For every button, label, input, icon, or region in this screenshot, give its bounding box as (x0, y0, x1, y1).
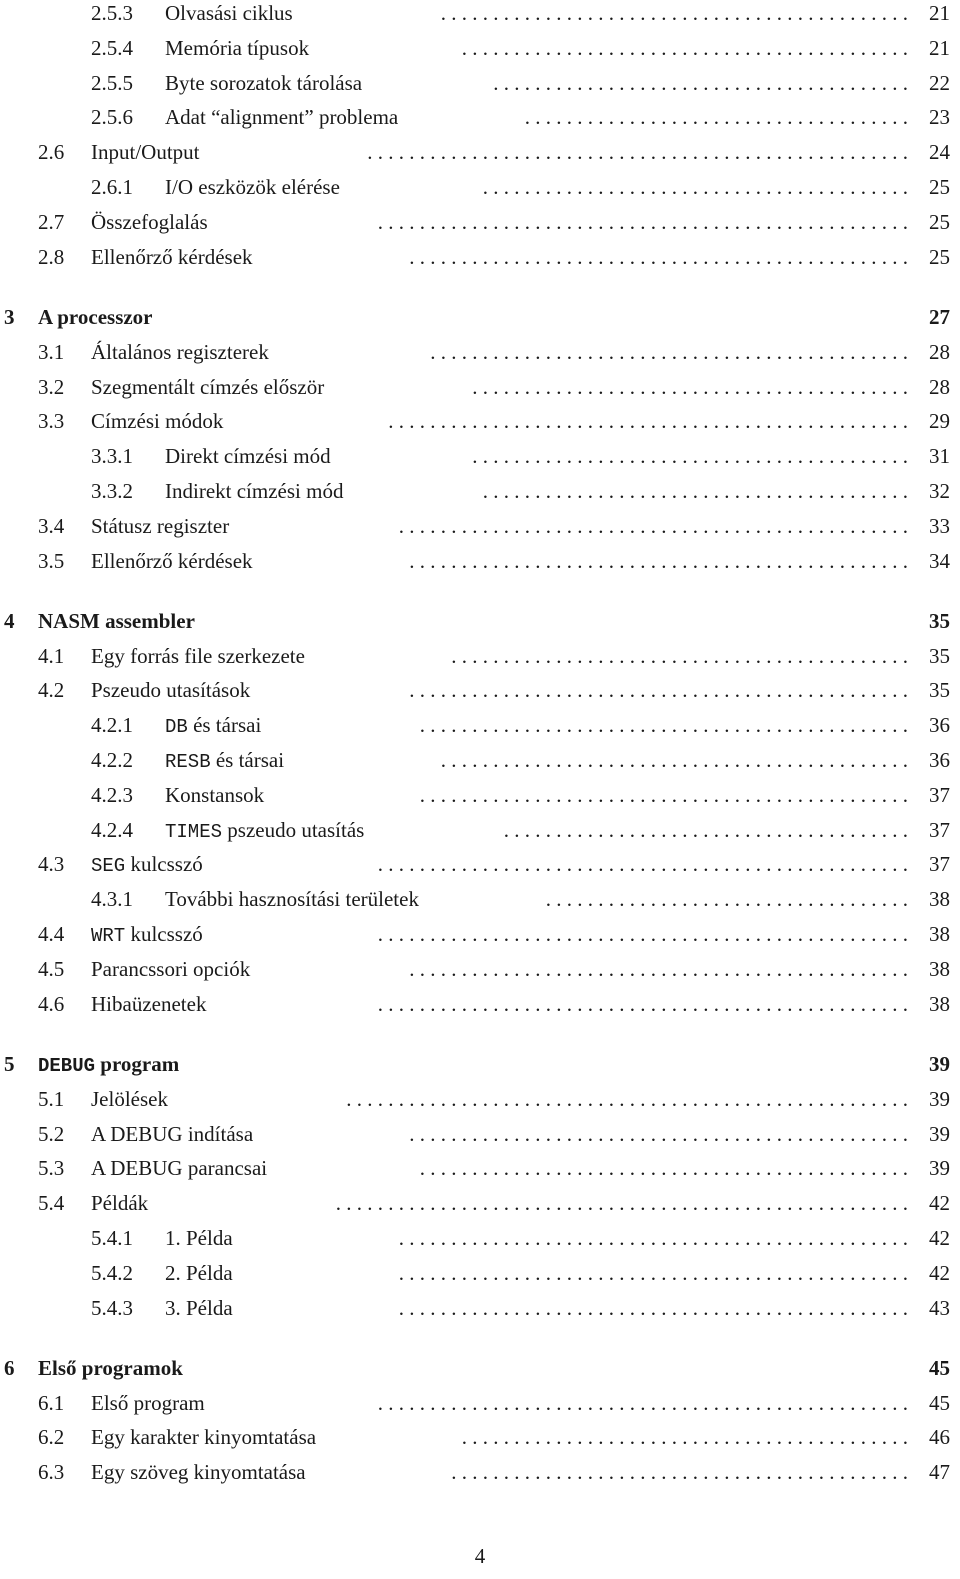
toc-leader-dots: . . . . . . . . . . . . . . . . . . . . . . . . . . . . . . . . . . . . . . . . . . . . . . . . . . . (377, 991, 908, 1016)
toc-entry-number: 3.5 (38, 548, 65, 573)
toc-entry-number: 5 (4, 1051, 15, 1076)
toc-entry-number: 5.1 (38, 1086, 65, 1111)
toc-entry-title: Adat “alignment” problema (165, 105, 399, 130)
toc-entry-code: WRT (91, 925, 126, 947)
toc-leader-dots: . . . . . . . . . . . . . . . . . . . . . . . . . . . . . . . . . . . . . . . . . . . . . . . . . . . (377, 852, 908, 877)
toc-leader-dots: . . . . . . . . . . . . . . . . . . . . . . . . . . . . . . . . . . . . . . . . . . . . . . . (419, 782, 908, 807)
toc-entry-page: 37 (929, 817, 950, 842)
toc-entry-page: 21 (929, 35, 950, 60)
toc-leader-dots: . . . . . . . . . . . . . . . . . . . . . . . . . . . . . . . . . . . . . . . . . . . . . . . . (409, 1121, 908, 1146)
toc-chapter-row[interactable] (0, 606, 960, 636)
toc-entry-title: DB és társai (165, 713, 262, 739)
toc-leader-dots: . . . . . . . . . . . . . . . . . . . . . . . . . . . . . . . . . . . . . . . . . . . . . (440, 748, 908, 772)
toc-entry-title: DEBUG program (38, 1051, 180, 1077)
toc-entry-number: 3.3.2 (91, 478, 133, 503)
toc-entry-number: 4.3.1 (91, 887, 133, 912)
toc-entry-number: 2.8 (38, 244, 65, 269)
toc-entry-page: 42 (929, 1191, 950, 1216)
toc-entry-title: I/O eszközök elérése (165, 175, 340, 199)
toc-entry-row[interactable] (0, 172, 960, 202)
toc-entry-row[interactable] (0, 1223, 960, 1253)
toc-entry-page: 35 (929, 678, 950, 703)
toc-entry-row[interactable] (0, 0, 960, 28)
toc-entry-row[interactable] (0, 102, 960, 132)
toc-entry-number: 6.1 (38, 1390, 65, 1415)
toc-entry-number: 2.6 (38, 140, 65, 165)
toc-entry-page: 36 (929, 713, 950, 738)
toc-entry-page: 21 (929, 1, 950, 25)
toc-leader-dots: . . . . . . . . . . . . . . . . . . . . . . . . . . . . . . . . . . . . . . . . . . . . . . . (419, 1156, 908, 1181)
toc-entry-page: 42 (929, 1260, 950, 1285)
toc-leader-dots: . . . . . . . . . . . . . . . . . . . . . . . . . . . . . . . . . . . . . . . . . . . . . . . . (409, 678, 908, 703)
toc-entry-page: 46 (929, 1425, 950, 1450)
toc-entry-title: Összefoglalás (91, 209, 208, 234)
toc-entry-title: Byte sorozatok tárolása (165, 70, 363, 95)
toc-leader-dots: . . . . . . . . . . . . . . . . . . . . . . . . . . . . . . . . . . . . . . . . . . . . . . . . . (398, 1225, 908, 1250)
toc-entry-row[interactable] (0, 884, 960, 914)
toc-leader-dots: . . . . . . . . . . . . . . . . . . . . . . . . . . . . . . . . . . . . . . . . . . . . . . . . . . . (377, 1390, 908, 1415)
toc-entry-title: Első programok (38, 1355, 183, 1380)
toc-entry-title: Olvasási ciklus (165, 1, 293, 25)
toc-entry-row[interactable] (0, 954, 960, 984)
toc-entry-page: 27 (929, 304, 950, 329)
toc-entry-row[interactable] (0, 780, 960, 810)
toc-entry-title: Egy forrás file szerkezete (91, 643, 305, 668)
toc-chapter-row[interactable] (0, 302, 960, 332)
toc-entry-page: 24 (929, 140, 950, 165)
toc-leader-dots: . . . . . . . . . . . . . . . . . . . . . . . . . . . . . . . . . . . . . . . . . . (472, 444, 908, 469)
toc-leader-dots: . . . . . . . . . . . . . . . . . . . . . . . . . . . . . . . . . . . . . . . . . . (472, 374, 908, 399)
toc-entry-row[interactable] (0, 1457, 960, 1487)
toc-entry-code: SEG (91, 855, 126, 878)
toc-entry-row[interactable] (0, 372, 960, 402)
toc-entry-page: 38 (929, 887, 950, 912)
toc-entry-page: 29 (929, 409, 950, 434)
toc-leader-dots: . . . . . . . . . . . . . . . . . . . . . . . . . . . . . . . . . . . . . . . . (493, 70, 908, 95)
toc-entry-page: 33 (929, 513, 950, 538)
toc-entry-number: 4.6 (38, 991, 65, 1016)
toc-entry-row[interactable] (0, 710, 960, 740)
toc-entry-number: 5.4.3 (91, 1295, 133, 1320)
toc-entry-page: 37 (929, 852, 950, 877)
toc-leader-dots: . . . . . . . . . . . . . . . . . . . . . . . . . . . . . . . . . . . . . . . . . . . . . . . . . . . (377, 922, 908, 946)
toc-leader-dots: . . . . . . . . . . . . . . . . . . . . . . . . . . . . . . . . . . . . . . . . . . . . . . . . (409, 956, 908, 981)
toc-leader-dots: . . . . . . . . . . . . . . . . . . . . . . . . . . . . . . . . . . . . . . . . . . . . . . . . . (398, 1295, 908, 1320)
toc-entry-page: 25 (929, 244, 950, 269)
toc-entry-number: 5.2 (38, 1121, 65, 1146)
toc-entry-title: Státusz regiszter (91, 513, 230, 538)
toc-entry-page: 38 (929, 991, 950, 1016)
toc-entry-title: Egy karakter kinyomtatása (91, 1425, 317, 1450)
toc-entry-code: RESB (165, 751, 211, 773)
toc-entry-row[interactable] (0, 441, 960, 471)
toc-entry-page: 47 (929, 1460, 950, 1485)
toc-entry-code: TIMES (165, 820, 223, 843)
toc-entry-number: 5.4.2 (91, 1260, 133, 1285)
toc-entry-number: 2.6.1 (91, 175, 133, 199)
toc-entry-title: RESB és társai (165, 748, 285, 773)
page-number: 4 (474, 1544, 486, 1568)
toc-entry-number: 6 (4, 1355, 15, 1380)
toc-entry-title: SEG kulcsszó (91, 852, 203, 878)
toc-entry-row[interactable] (0, 68, 960, 98)
toc-entry-title: További hasznosítási területek (165, 887, 419, 912)
toc-entry-row[interactable] (0, 641, 960, 671)
toc-leader-dots: . . . . . . . . . . . . . . . . . . . . . . . . . . . . . . . . . . . . . . . . . . . . . (440, 1, 908, 25)
toc-entry-page: 31 (929, 444, 950, 469)
toc-entry-number: 2.5.5 (91, 70, 133, 95)
toc-entry-page: 39 (929, 1086, 950, 1111)
toc-leader-dots: . . . . . . . . . . . . . . . . . . . . . . . . . . . . . . . . . . . . . . . . . . . . . . . . (409, 244, 908, 269)
toc-entry-number: 3.1 (38, 339, 65, 364)
toc-entry-page: 45 (929, 1355, 950, 1380)
toc-entry-row[interactable] (0, 33, 960, 63)
toc-entry-number: 4.3 (38, 852, 65, 877)
toc-entry-title: Memória típusok (165, 35, 310, 60)
toc-entry-code: DB (165, 716, 188, 739)
toc-entry-number: 4.2.4 (91, 817, 133, 842)
toc-entry-title: Címzési módok (91, 409, 224, 434)
toc-leader-dots: . . . . . . . . . . . . . . . . . . . . . . . . . . . . . . . . . . . . . . . (503, 817, 908, 842)
toc-entry-title: WRT kulcsszó (91, 922, 203, 947)
toc-leader-dots: . . . . . . . . . . . . . . . . . . . . . . . . . . . . . . . . . . . . . . . . . . . . (451, 1460, 908, 1485)
toc-entry-row[interactable] (0, 1293, 960, 1323)
toc-entry-page: 39 (929, 1156, 950, 1181)
toc-entry-number: 3.4 (38, 513, 65, 538)
toc-leader-dots: . . . . . . . . . . . . . . . . . . . . . . . . . . . . . . . . . . . . . . . . . . . . . . . . . (398, 1260, 908, 1285)
toc-entry-row[interactable] (0, 546, 960, 576)
toc-entry-title: Konstansok (165, 782, 265, 807)
toc-entry-page: 38 (929, 922, 950, 946)
toc-entry-row[interactable] (0, 207, 960, 237)
toc-entry-code: DEBUG (38, 1054, 96, 1077)
toc-entry-number: 5.3 (38, 1156, 65, 1181)
toc-entry-row[interactable] (0, 137, 960, 167)
toc-entry-row[interactable] (0, 476, 960, 506)
toc-entry-title: TIMES pszeudo utasítás (165, 817, 365, 843)
toc-entry-number: 5.4.1 (91, 1225, 133, 1250)
toc-leader-dots: . . . . . . . . . . . . . . . . . . . . . . . . . . . . . . . . . . . . . . . . . . . . . . (430, 339, 908, 364)
toc-entry-page: 36 (929, 748, 950, 772)
toc-entry-number: 2.5.3 (91, 1, 133, 25)
toc-entry-page: 28 (929, 374, 950, 399)
toc-entry-number: 4.1 (38, 643, 65, 668)
toc-entry-number: 3 (4, 304, 15, 329)
toc-entry-row[interactable] (0, 675, 960, 705)
toc-entry-row[interactable] (0, 1422, 960, 1452)
toc-entry-title: Input/Output (91, 140, 200, 165)
toc-entry-row[interactable] (0, 1084, 960, 1114)
toc-entry-title: Indirekt címzési mód (165, 478, 344, 503)
toc-entry-title: Első program (91, 1390, 205, 1415)
toc-entry-title: 1. Példa (165, 1225, 233, 1250)
toc-leader-dots: . . . . . . . . . . . . . . . . . . . . . . . . . . . . . . . . . . . . . . . . . . . . . . . . . . . (377, 209, 908, 234)
toc-entry-row[interactable] (0, 242, 960, 272)
toc-leader-dots: . . . . . . . . . . . . . . . . . . . . . . . . . . . . . . . . . . . (545, 887, 908, 912)
toc-entry-title: Egy szöveg kinyomtatása (91, 1460, 306, 1485)
toc-entry-page: 38 (929, 956, 950, 981)
toc-entry-number: 6.3 (38, 1460, 65, 1485)
toc-entry-title: NASM assembler (38, 608, 195, 633)
toc-entry-number: 2.7 (38, 209, 65, 234)
toc-entry-title: Hibaüzenetek (91, 991, 207, 1016)
toc-entry-number: 3.2 (38, 374, 65, 399)
toc-entry-row[interactable] (0, 1153, 960, 1183)
toc-entry-title: 3. Példa (165, 1295, 233, 1320)
toc-leader-dots: . . . . . . . . . . . . . . . . . . . . . . . . . . . . . . . . . . . . . . . . . (482, 478, 908, 503)
toc-entry-title: Ellenőrző kérdések (91, 244, 253, 269)
toc-entry-title: Parancssori opciók (91, 956, 251, 981)
toc-entry-page: 39 (929, 1051, 950, 1076)
toc-entry-title: A DEBUG indítása (91, 1121, 254, 1146)
toc-entry-number: 2.5.4 (91, 35, 133, 60)
toc-entry-number: 3.3.1 (91, 444, 133, 469)
toc-leader-dots: . . . . . . . . . . . . . . . . . . . . . . . . . . . . . . . . . . . . . . . . . . . (461, 1425, 908, 1450)
toc-entry-page: 37 (929, 782, 950, 807)
toc-entry-title: Példák (91, 1191, 149, 1216)
toc-entry-title: Pszeudo utasítások (91, 678, 251, 703)
toc-leader-dots: . . . . . . . . . . . . . . . . . . . . . . . . . . . . . . . . . . . . . . . . . . . . (451, 643, 908, 668)
toc-entry-row[interactable] (0, 849, 960, 879)
toc-entry-number: 6.2 (38, 1425, 65, 1450)
toc-entry-number: 4 (4, 608, 15, 633)
toc-leader-dots: . . . . . . . . . . . . . . . . . . . . . . . . . . . . . . . . . . . . . (524, 105, 908, 130)
toc-leader-dots: . . . . . . . . . . . . . . . . . . . . . . . . . . . . . . . . . . . . . . . . . . . . . . . . . (398, 513, 908, 538)
toc-entry-page: 35 (929, 608, 950, 633)
toc-entry-row[interactable] (0, 815, 960, 845)
toc-entry-page: 22 (929, 70, 950, 95)
toc-leader-dots: . . . . . . . . . . . . . . . . . . . . . . . . . . . . . . . . . . . . . . . . . (482, 175, 908, 199)
toc-entry-number: 4.2 (38, 678, 65, 703)
toc-entry-page: 34 (929, 548, 950, 573)
toc-entry-row[interactable] (0, 745, 960, 775)
toc-leader-dots: . . . . . . . . . . . . . . . . . . . . . . . . . . . . . . . . . . . . . . . . . . . . . . . . (409, 548, 908, 573)
toc-entry-number: 5.4 (38, 1191, 65, 1216)
toc-entry-row[interactable] (0, 1188, 960, 1218)
toc-leader-dots: . . . . . . . . . . . . . . . . . . . . . . . . . . . . . . . . . . . . . . . . . . . . . . . . . . (388, 409, 908, 434)
toc-chapter-row[interactable] (0, 1049, 960, 1079)
toc-entry-row[interactable] (0, 919, 960, 949)
toc-leader-dots: . . . . . . . . . . . . . . . . . . . . . . . . . . . . . . . . . . . . . . . . . . . . . . . . . . . . . . (346, 1086, 908, 1111)
toc-entry-page: 28 (929, 339, 950, 364)
toc-entry-number: 2.5.6 (91, 105, 133, 130)
toc-entry-title: Jelölések (91, 1086, 168, 1111)
toc-entry-row[interactable] (0, 406, 960, 436)
toc-entry-row[interactable] (0, 989, 960, 1019)
toc-entry-title: Ellenőrző kérdések (91, 548, 253, 573)
toc-entry-title: A DEBUG parancsai (91, 1156, 268, 1181)
toc-leader-dots: . . . . . . . . . . . . . . . . . . . . . . . . . . . . . . . . . . . . . . . . . . . . . . . . . . . . (367, 140, 908, 165)
toc-entry-row[interactable] (0, 337, 960, 367)
toc-entry-title: 2. Példa (165, 1260, 233, 1285)
toc-entry-row[interactable] (0, 1119, 960, 1149)
toc-entry-number: 4.5 (38, 956, 65, 981)
toc-entry-page: 23 (929, 105, 950, 130)
toc-entry-page: 25 (929, 209, 950, 234)
toc-entry-number: 4.2.3 (91, 782, 133, 807)
toc-entry-page: 43 (929, 1295, 950, 1320)
toc-entry-title: Szegmentált címzés először (91, 374, 325, 399)
toc-entry-number: 4.2.2 (91, 748, 133, 772)
toc-entry-page: 45 (929, 1390, 950, 1415)
toc-entry-row[interactable] (0, 511, 960, 541)
toc-entry-page: 32 (929, 478, 950, 503)
toc-entry-page: 42 (929, 1225, 950, 1250)
toc-entry-row[interactable] (0, 1258, 960, 1288)
toc-leader-dots: . . . . . . . . . . . . . . . . . . . . . . . . . . . . . . . . . . . . . . . . . . . . . . . . . . . . . . . (335, 1191, 908, 1216)
toc-entry-number: 3.3 (38, 409, 65, 434)
toc-entry-title: Általános regiszterek (91, 339, 269, 364)
toc-leader-dots: . . . . . . . . . . . . . . . . . . . . . . . . . . . . . . . . . . . . . . . . . . . (461, 35, 908, 60)
toc-chapter-row[interactable] (0, 1353, 960, 1383)
toc-entry-page: 25 (929, 175, 950, 199)
toc-entry-number: 4.4 (38, 922, 65, 946)
toc-entry-row[interactable] (0, 1388, 960, 1418)
toc-entry-title: Direkt címzési mód (165, 444, 331, 469)
toc-leader-dots: . . . . . . . . . . . . . . . . . . . . . . . . . . . . . . . . . . . . . . . . . . . . . . . (419, 713, 908, 738)
toc-entry-page: 39 (929, 1121, 950, 1146)
toc-entry-number: 4.2.1 (91, 713, 133, 738)
toc-entry-page: 35 (929, 643, 950, 668)
toc-entry-title: A processzor (38, 304, 153, 329)
